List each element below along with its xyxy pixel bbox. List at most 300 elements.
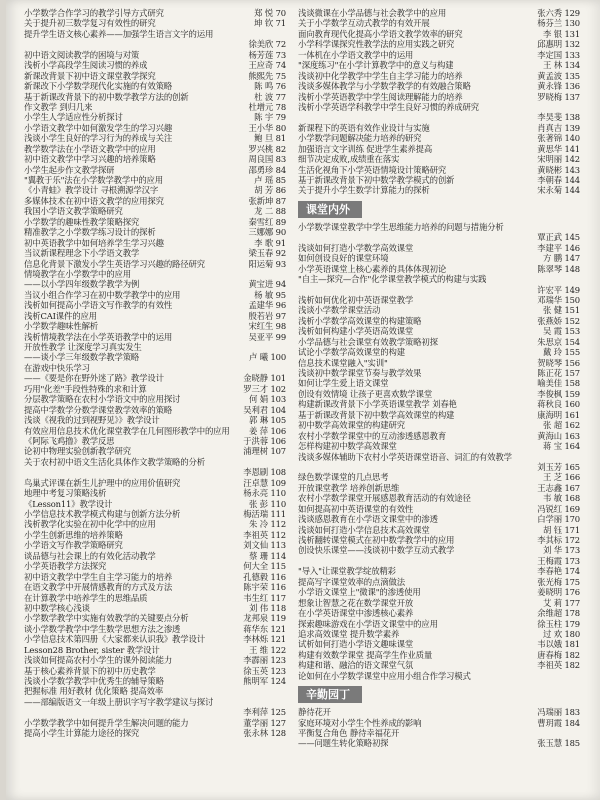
toc-entry (24, 436, 286, 446)
toc-entry (298, 316, 580, 326)
entry-author-page: 黄思华 141 (537, 143, 580, 154)
entry-title: 巧用"化差"手段性特殊的求和计算 (24, 383, 147, 394)
entry-author-page: 邱惠明 132 (537, 39, 580, 50)
entry-title: 小学英语教学方法探究 (24, 561, 107, 572)
toc-entry (298, 399, 580, 409)
toc-entry (24, 519, 286, 529)
entry-author-page: 张燕娇 152 (537, 315, 580, 326)
entry-author-page: 刘 华 173 (542, 545, 580, 556)
entry-author-page: 周良国 83 (248, 154, 286, 165)
entry-author-page: 韦以娥 181 (537, 639, 580, 650)
toc-entry (24, 175, 286, 185)
toc-entry (24, 342, 286, 352)
entry-author-page: 金晓静 101 (243, 373, 286, 384)
entry-author-page: 徐玉柱 179 (537, 618, 580, 629)
entry-author-page: 黄宝进 94 (248, 279, 286, 290)
entry-title: 试析如何打造小学语文趣味课堂 (298, 639, 414, 650)
entry-author-page: 李建平 146 (537, 242, 580, 253)
entry-title: 浅谈感恩教育在小学语文课堂中的渗透 (298, 514, 438, 525)
entry-author-page: 卢 瑶 85 (254, 175, 286, 185)
entry-author-page: 黄晓彬 143 (537, 164, 580, 175)
toc-entry (298, 29, 580, 39)
toc-entry (298, 545, 580, 555)
toc-entry (24, 363, 286, 373)
entry-author-page: 冯锐红 169 (537, 503, 580, 514)
entry-title: 小学信息技术第四册《大家都来认识我》教学设计 (24, 634, 205, 645)
toc-entry (24, 144, 286, 154)
entry-title: 平衡复合角色 静待幸福花开 (298, 728, 400, 738)
toc-entry (24, 373, 286, 383)
toc-entry (298, 556, 580, 566)
entry-title: 浅谈微课在小学品德与社会教学中的应用 (298, 8, 447, 18)
entry-author-page: 熊明军 124 (243, 676, 286, 686)
toc-entry (298, 305, 580, 315)
toc-entry (24, 300, 286, 310)
entry-author-page: 王 维 122 (248, 644, 286, 655)
entry-author-page: 孟建华 96 (248, 300, 286, 311)
entry-author-page: 王小华 80 (248, 122, 286, 133)
toc-entry (298, 368, 580, 378)
entry-title: 分层教学策略在农村小学语文中的应用探讨 (24, 394, 181, 405)
entry-title: 当议小组合作学习在初中数学教学中的应用 (24, 289, 181, 300)
entry-title: 面向教育现代化提高小学语文教学效率的研究 (298, 28, 463, 39)
entry-author-page: 唐春梅 182 (537, 649, 580, 660)
entry-author-page: 张永林 128 (243, 728, 286, 739)
toc-entry (24, 39, 286, 49)
entry-author-page: 刘玉芳 165 (537, 461, 580, 472)
entry-author-page: 艾 莉 177 (542, 597, 580, 608)
toc-entry (298, 566, 580, 576)
toc-entry (298, 577, 580, 587)
entry-author-page: 李恩刷 108 (243, 467, 286, 478)
entry-author-page: 熊熙先 75 (248, 70, 286, 81)
entry-author-page: 王应奇 74 (248, 60, 286, 71)
toc-entry (24, 248, 286, 258)
contents-left-column (24, 8, 286, 739)
entry-title: 论如何在小学数学课堂中应用小组合作学习模式 (298, 670, 471, 681)
entry-author-page: 李春艳 174 (537, 566, 580, 577)
toc-entry (24, 488, 286, 498)
entry-author-page: 张 彭 110 (248, 498, 286, 509)
entry-author-page: 刘 伟 118 (248, 602, 286, 613)
entry-author-page: 吴亚平 99 (248, 331, 286, 342)
entry-author-page: 宋永菊 144 (537, 185, 580, 196)
entry-author-page: 蒋 宝 164 (542, 441, 580, 452)
entry-title: 信息技术课堂融入"实训" (298, 357, 388, 368)
entry-title: 《Lesson11》教学设计 (24, 498, 113, 509)
toc-entry (298, 483, 580, 493)
toc-entry (24, 707, 286, 717)
entry-author-page: 蒋华东 121 (243, 623, 286, 634)
toc-entry (24, 259, 286, 269)
entry-author-page: 王志鑫 167 (537, 482, 580, 493)
entry-author-page: 姜 萍 106 (248, 425, 286, 436)
entry-author-page: 鲍 旦 81 (254, 133, 286, 144)
entry-author-page: 秦雪红 89 (248, 216, 286, 227)
toc-entry (298, 71, 580, 81)
entry-title: 《小青蛙》教学设计 寻根溯源学汉字 (24, 185, 159, 196)
entry-author-page: 陈 鸣 76 (254, 81, 286, 92)
entry-title: 在游戏中快乐学习 (24, 362, 90, 373)
toc-entry (24, 18, 286, 28)
entry-title: 创设快乐课堂——浅谈初中数学互动式教学 (298, 545, 455, 556)
toc-entry (298, 738, 580, 748)
entry-title: 浅析教学化实验在初中化学中的应用 (24, 519, 156, 530)
toc-entry (298, 525, 580, 535)
entry-author-page: 李林烁 121 (243, 634, 286, 645)
entry-author-page: 董学丽 127 (243, 717, 286, 728)
entry-title: 小学生起步作文教学探研 (24, 164, 115, 175)
entry-author-page: 余维超 178 (537, 608, 580, 619)
toc-entry (298, 639, 580, 649)
toc-entry (298, 92, 580, 102)
entry-title: 浅析情境教学法在小学英语教学中的运用 (24, 331, 173, 342)
entry-author-page: 陈正花 157 (537, 368, 580, 378)
entry-title: 浅析小学高段学生阅读习惯的养成 (24, 60, 148, 71)
toc-entry (298, 8, 580, 18)
toc-entry (24, 446, 286, 456)
entry-title: 小学品德与社会课堂有效教学策略初探 (298, 336, 438, 347)
toc-entry (24, 697, 286, 707)
entry-author-page: 方 鹏 147 (542, 253, 580, 264)
entry-author-page: 何 娟 103 (248, 394, 286, 405)
entry-title: 我国小学语文教学策略研究 (24, 206, 123, 217)
entry-title: 浅谈如何提高农村小学生的课外阅读能力 (24, 655, 173, 666)
toc-entry (24, 227, 286, 237)
toc-entry (298, 410, 580, 420)
toc-entry (298, 608, 580, 618)
toc-entry (24, 634, 286, 644)
entry-author-page: 孔德毅 116 (243, 571, 286, 582)
entry-title: 加强语言文字训练 促进学生素养提高 (298, 143, 433, 154)
entry-author-page: 龙邦泉 119 (243, 613, 286, 624)
entry-author-page: 张新坤 87 (248, 195, 286, 206)
entry-author-page: 冯瑞丽 183 (537, 707, 580, 718)
contents-page (6, 0, 600, 800)
entry-title: 浅谈多媒体辅助下农村小学英语课堂语音、词汇的有效教学 (298, 451, 512, 462)
toc-entry (24, 572, 286, 582)
entry-author-page: 梅活瑞 111 (243, 509, 286, 519)
entry-title: 浅析如何提高小学语文写作教学的有效性 (24, 300, 173, 311)
entry-author-page: 何大全 115 (243, 561, 286, 572)
entry-author-page: 卢 曦 100 (248, 352, 286, 363)
entry-title: 小学数学的趣味性教学策略探究 (24, 216, 140, 227)
entry-title: 小学信息技术教学模式构建与创新方法分析 (24, 509, 181, 519)
entry-title: 把握标准 用好教材 优化策略 提高效率 (24, 686, 164, 697)
entry-author-page: 杜 波 77 (254, 91, 286, 102)
entry-author-page: 张著锦 140 (537, 133, 580, 144)
toc-entry (298, 185, 580, 195)
entry-author-page: 喻美佳 158 (537, 378, 580, 389)
entry-author-page: 胡 芳 86 (254, 185, 286, 196)
toc-entry (24, 112, 286, 122)
entry-title: "深度练习"在小学计算教学中的意义与构建 (298, 60, 454, 71)
toc-entry (298, 39, 580, 49)
entry-title: 鸟巢式评课在新生儿护理中的应用价值研究 (24, 477, 181, 488)
toc-entry (24, 102, 286, 112)
entry-title: 基于新课改背景下初中数学教学模式的创新 (298, 175, 455, 185)
entry-author-page: 陈 宇 79 (254, 112, 286, 123)
toc-entry (298, 50, 580, 60)
toc-entry (298, 264, 580, 274)
entry-title: 新课程下的英语有效作业设计与实施 (298, 122, 430, 133)
toc-entry (298, 243, 580, 253)
toc-entry (298, 660, 580, 670)
entry-author-page: 韦生红 117 (243, 592, 286, 603)
entry-title: 小学语文写作教学策略研究 (24, 540, 123, 551)
entry-author-page: 肖真吉 139 (537, 122, 580, 133)
entry-title: 试论小学数学高效课堂的构建 (298, 347, 405, 358)
entry-title: 浅析如何构建小学英语高效课堂 (298, 326, 414, 337)
entry-title: 小学英语课堂上核心素养的具体体现初论 (298, 263, 447, 274)
entry-title: 怎样构建初中数学高效课堂 (298, 441, 397, 452)
entry-title: 想象让智慧之花在数学课堂开放 (298, 597, 414, 608)
entry-author-page: 郑 悦 70 (254, 8, 286, 18)
toc-entry (298, 718, 580, 728)
entry-title: 提高写字课堂效率的点滴做法 (298, 576, 405, 587)
entry-title: ——问题生转化策略初探 (298, 738, 389, 749)
toc-entry (298, 295, 580, 305)
entry-author-page: 朱 冷 112 (248, 519, 286, 530)
entry-title: 有效应用信息技术优化课堂教学在几何图形教学中的应用 (24, 425, 230, 436)
entry-author-page: 李其标 172 (537, 535, 580, 545)
toc-entry (298, 598, 580, 608)
entry-title: 初中英语教学中如何培养学生学习兴趣 (24, 237, 164, 248)
entry-author-page: 覃正武 145 (537, 232, 580, 243)
toc-entry (298, 144, 580, 154)
entry-author-page: 蒋秋良 160 (537, 399, 580, 410)
entry-title: 如何提高初中英语课堂的有效性 (298, 503, 414, 514)
toc-entry (298, 175, 580, 185)
entry-author-page: 坤 钦 71 (254, 18, 286, 29)
toc-entry (24, 332, 286, 342)
entry-title: 基于核心素养背景下的初中历史教学 (24, 665, 156, 676)
entry-author-page: 浦理树 107 (243, 446, 286, 457)
toc-entry (24, 394, 286, 404)
entry-title: 提升学生语文核心素养——加强学生语言文字的运用 (24, 28, 214, 39)
entry-title: 论初中物理实验创新教学研究 (24, 446, 131, 457)
entry-title: 初中数学高效课堂的构建研究 (298, 420, 405, 431)
toc-entry (24, 718, 286, 728)
entry-author-page: 李祖英 112 (243, 529, 286, 540)
toc-entry (298, 493, 580, 503)
toc-entry (298, 81, 580, 91)
entry-title: 关于提升小学生数学计算能力的探析 (298, 185, 430, 196)
contents-right-column (298, 8, 580, 749)
entry-title: 谈小学数学教学中学生数学思想方法之渗透 (24, 623, 181, 634)
entry-title: 新课改背景下初中语文课堂教学探究 (24, 70, 156, 81)
entry-author-page: 李 歌 91 (254, 237, 286, 248)
entry-author-page: 李利萍 125 (243, 707, 286, 718)
toc-entry (298, 253, 580, 263)
toc-entry (298, 504, 580, 514)
entry-author-page: 李定国 133 (537, 49, 580, 60)
entry-title: 关于提升初三数学复习有效性的研究 (24, 18, 156, 29)
toc-entry (298, 535, 580, 545)
toc-entry (24, 81, 286, 91)
toc-entry (24, 666, 286, 676)
toc-entry (298, 165, 580, 175)
toc-entry (24, 92, 286, 102)
entry-author-page: 龙 二 88 (254, 206, 286, 217)
entry-author-page: 白学丽 170 (537, 514, 580, 525)
entry-author-page: 黄海山 163 (537, 430, 580, 441)
entry-title: 浅析如何优化初中英语课堂教学 (298, 294, 414, 305)
toc-entry (298, 154, 580, 164)
entry-author-page: 邓瑞华 150 (537, 294, 580, 305)
entry-author-page: 殷若岩 97 (248, 310, 286, 321)
entry-author-page: 罗兴桃 82 (248, 143, 286, 154)
entry-author-page: 杨芳莲 73 (248, 49, 286, 60)
entry-title: 关于小学数学互动式教学的有效开展 (298, 18, 430, 29)
entry-author-page: 杨 敏 95 (254, 289, 286, 300)
entry-title: 浅谈初中数学课堂节奏与教学效果 (298, 368, 422, 378)
toc-entry (24, 457, 286, 467)
entry-title: 初中语文阅读教学的困境与对策 (24, 49, 140, 60)
entry-title: 开放课堂教学 培养创新思维 (298, 482, 400, 493)
toc-entry (24, 206, 286, 216)
entry-author-page: 吴利君 104 (243, 404, 286, 415)
toc-entry (24, 582, 286, 592)
toc-entry (24, 290, 286, 300)
toc-entry (24, 478, 286, 488)
entry-author-page: 过 欢 180 (542, 628, 580, 639)
toc-entry (24, 499, 286, 509)
entry-title: 绿色数学课堂的几点思考 (298, 472, 389, 483)
entry-title: ——《要是你在野外迷了路》教学设计 (24, 373, 164, 384)
entry-author-page: 姜晓明 176 (537, 587, 580, 598)
toc-entry (298, 347, 580, 357)
entry-title: 浅谈如何打造小学信息技术高效课堂 (298, 524, 430, 535)
entry-author-page: 黄永锋 136 (537, 81, 580, 92)
entry-title: 开放性教学 让深度学习真实发生 (24, 342, 142, 352)
toc-entry (24, 655, 286, 665)
entry-title: 创设有效情境 让孩子更喜欢数学课堂 (298, 388, 433, 399)
entry-title: 小学数学趣味性解析 (24, 321, 99, 332)
entry-title: 浅谈多媒体教学与小学数学教学的有效融合策略 (298, 81, 471, 92)
entry-title: Lesson28 Brother, sister 教学设计 (24, 644, 160, 655)
entry-title: 谈品德与社会课上的有效化活动教学 (24, 550, 156, 561)
entry-title: 作文教学 到归几来 (24, 101, 93, 112)
entry-title: 小学语文教学中如何激发学生的学习兴趣 (24, 122, 173, 133)
entry-author-page: 黄孟波 135 (537, 70, 580, 81)
toc-entry (24, 8, 286, 18)
entry-title: 浅谈《视我的过到视野见》》教学设计 (24, 415, 160, 426)
toc-entry (298, 232, 580, 242)
toc-entry (24, 71, 286, 81)
toc-entry (298, 431, 580, 441)
toc-entry (298, 452, 580, 462)
toc-entry (24, 645, 286, 655)
entry-author-page: 杨永亮 110 (243, 488, 286, 499)
toc-entry (24, 686, 286, 696)
toc-entry (298, 389, 580, 399)
entry-title: 基于新课改背景下的初中数学教学方法的创新 (24, 91, 189, 102)
entry-title: 浅析CAI课件的应用 (24, 310, 97, 321)
entry-title: 当议新课程理念下小学语文教学 (24, 248, 140, 259)
entry-title: ——以小学四年级数学教学为例 (24, 279, 140, 290)
entry-title: ——谈小学三年级数学教学策略 (24, 352, 140, 363)
entry-title: "导入"让课堂教学绽放精彩 (298, 566, 396, 577)
entry-title: 浅析小学英语学科教学中学生良好习惯的养成研究 (298, 101, 479, 112)
entry-author-page: 郭 琳 105 (248, 415, 286, 426)
entry-author-page: 曹玥霞 184 (537, 717, 580, 728)
entry-author-page: 陈翠琴 148 (537, 263, 580, 274)
entry-author-page: 王梅霞 173 (537, 555, 580, 566)
entry-title: ——部编版语文一年级上册识字写字教学建议与探讨 (24, 696, 214, 707)
entry-title: 浅谈小学数学课堂活动 (298, 305, 381, 316)
entry-author-page: 罗晓梅 137 (537, 91, 580, 102)
entry-title: 浅析翻转课堂模式在初中数学教学中的应用 (298, 535, 455, 545)
toc-entry (24, 238, 286, 248)
entry-title: 农村小学数学课堂开展感恩教育活动的有效途径 (298, 493, 471, 504)
toc-entry (298, 629, 580, 639)
toc-entry (24, 561, 286, 571)
entry-author-page: 张玉慧 185 (537, 738, 580, 749)
toc-entry (298, 274, 580, 284)
entry-author-page: 杨芬兰 130 (537, 18, 580, 29)
toc-entry (24, 60, 286, 70)
toc-entry (24, 405, 286, 415)
toc-entry (298, 18, 580, 28)
toc-entry (24, 530, 286, 540)
toc-entry (24, 311, 286, 321)
entry-title: 生活化视角下小学英语情境设计策略研究 (298, 164, 447, 175)
toc-entry (24, 540, 286, 550)
toc-entry (24, 384, 286, 394)
entry-title: 浅析小学数学高效课堂的构建策略 (298, 315, 422, 326)
entry-author-page: 罗三才 102 (243, 383, 286, 394)
toc-entry (24, 676, 286, 686)
entry-author-page: 张光梅 175 (537, 576, 580, 587)
toc-entry (24, 196, 286, 206)
toc-entry (298, 102, 580, 112)
toc-entry (298, 337, 580, 347)
entry-title: 浅谈初中化学教学中学生自主学习能力的培养 (298, 70, 463, 81)
entry-title: 农村小学数学课堂中的互动渗透感恩教育 (298, 430, 447, 441)
toc-entry (24, 509, 286, 519)
entry-author-page: 陈宇荣 116 (243, 582, 286, 593)
entry-author-page: 张 超 162 (542, 420, 580, 431)
entry-title: 一体机在小学语文教学中的运用 (298, 49, 414, 60)
toc-entry (24, 426, 286, 436)
entry-author-page: 胡 钰 171 (542, 524, 580, 535)
entry-title: 教学数学法在小学语文教学中的应用 (24, 143, 156, 154)
entry-title: 初中语文教学中学生自主学习能力的培养 (24, 571, 173, 582)
entry-title: 提高小学生计算能力途径的探究 (24, 728, 140, 739)
entry-author-page: 韦 敏 168 (542, 493, 580, 504)
entry-author-page: 徐玉英 123 (243, 665, 286, 676)
entry-title: 在小学英语课堂中渗透核心素养 (298, 608, 414, 619)
entry-title: 构建有效数学课堂 提高学生作业质量 (298, 649, 433, 660)
entry-title: 小学数学合作学习的教学引导方式研究 (24, 8, 164, 18)
entry-title: 小学数学教学中实施有效教学的关键要点分析 (24, 613, 189, 624)
entry-author-page: 李昊斐 138 (537, 112, 580, 123)
toc-entry (298, 514, 580, 524)
entry-title: 浅析小学英语教学中学生阅读理解能力的培养 (298, 91, 463, 102)
entry-author-page: 王 芝 166 (542, 472, 580, 483)
entry-author-page: 宋明丽 142 (537, 154, 580, 165)
toc-entry (298, 650, 580, 660)
entry-title: 小学数学问题解决能力培养的研究 (298, 133, 422, 144)
toc-entry (298, 671, 580, 681)
entry-author-page: 王 林 134 (542, 60, 580, 71)
entry-title: "翼教于乐"法在小学数学教学中的应用 (24, 175, 164, 185)
toc-entry (298, 358, 580, 368)
entry-title: 浅谈如何打造小学数学高效课堂 (298, 242, 414, 253)
toc-entry (24, 29, 286, 39)
section-heading-gardener: 辛勤园丁 (298, 686, 362, 703)
